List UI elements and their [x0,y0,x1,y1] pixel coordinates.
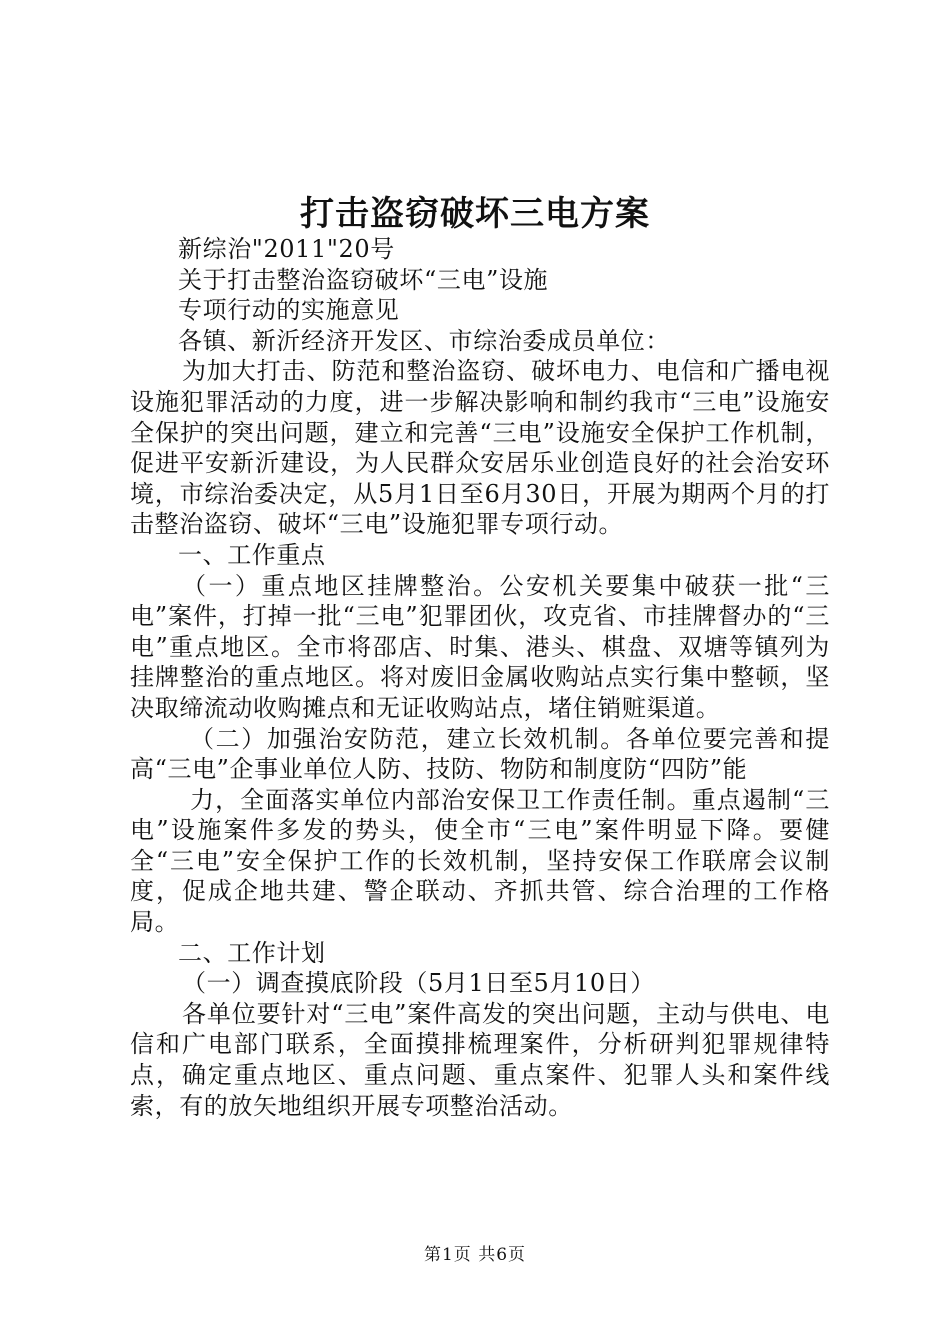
phase-heading-1: （一）调查摸底阶段（5月1日至5月10日） [182,969,655,998]
phase-paragraph-1: 各单位要针对“三电”案件高发的突出问题，主动与供电、电信和广电部门联系，全面摸排梳理案件，分析研判犯罪规律特点，确定重点地区、重点问题、重点案件、犯罪人头和案件线索，有的放矢地组织开展专项整治活动。 [130,999,830,1120]
subject-line-1: 关于打击整治盗窃破坏“三电”设施 [178,265,549,294]
document-title: 打击盗窃破坏三电方案 [300,194,650,234]
page-footer: 第1页 共6页 [423,1245,527,1265]
section-heading-2: 二、工作计划 [178,938,326,967]
section-heading-1: 一、工作重点 [178,540,326,569]
paragraph-item-2-cont: 力，全面落实单位内部治安保卫工作责任制。重点遏制“三电”设施案件多发的势头，使全市“三电”案件明显下降。要健全“三电”安全保护工作的长效机制，坚持安保工作联席会议制度，促成企地共建、警企联动、齐抓共管、综合治理的工作格局。 [130,785,830,937]
intro-paragraph: 为加大打击、防范和整治盗窃、破坏电力、电信和广播电视设施犯罪活动的力度，进一步解决影响和制约我市“三电”设施安全保护的突出问题，建立和完善“三电”设施安全保护工作机制，促进平安新沂建设，为人民群众安居乐业创造良好的社会治安环境，市综治委决定，从5月1日至6月30日，开展为期两个月的打击整治盗窃、破坏“三电”设施犯罪专项行动。 [130,357,830,539]
paragraph-item-1: （一）重点地区挂牌整治。公安机关要集中破获一批“三电”案件，打掉一批“三电”犯罪团伙，攻克省、市挂牌督办的“三电”重点地区。全市将邵店、时集、港头、棋盘、双塘等镇列为挂牌整治的重点地区。将对废旧金属收购站点实行集中整顿，坚决取缔流动收购摊点和无证收购站点，堵住销赃渠道。 [130,571,830,722]
addressee: 各镇、新沂经济开发区、市综治委成员单位： [178,326,670,355]
subject-line-2: 专项行动的实施意见 [178,296,400,325]
paragraph-item-2: （二）加强治安防范，建立长效机制。各单位要完善和提高“三电”企事业单位人防、技防、物防和制度防“四防”能 [130,724,830,784]
document-body [130,234,830,1121]
doc-number: 新综治"2011"20号 [178,235,395,263]
